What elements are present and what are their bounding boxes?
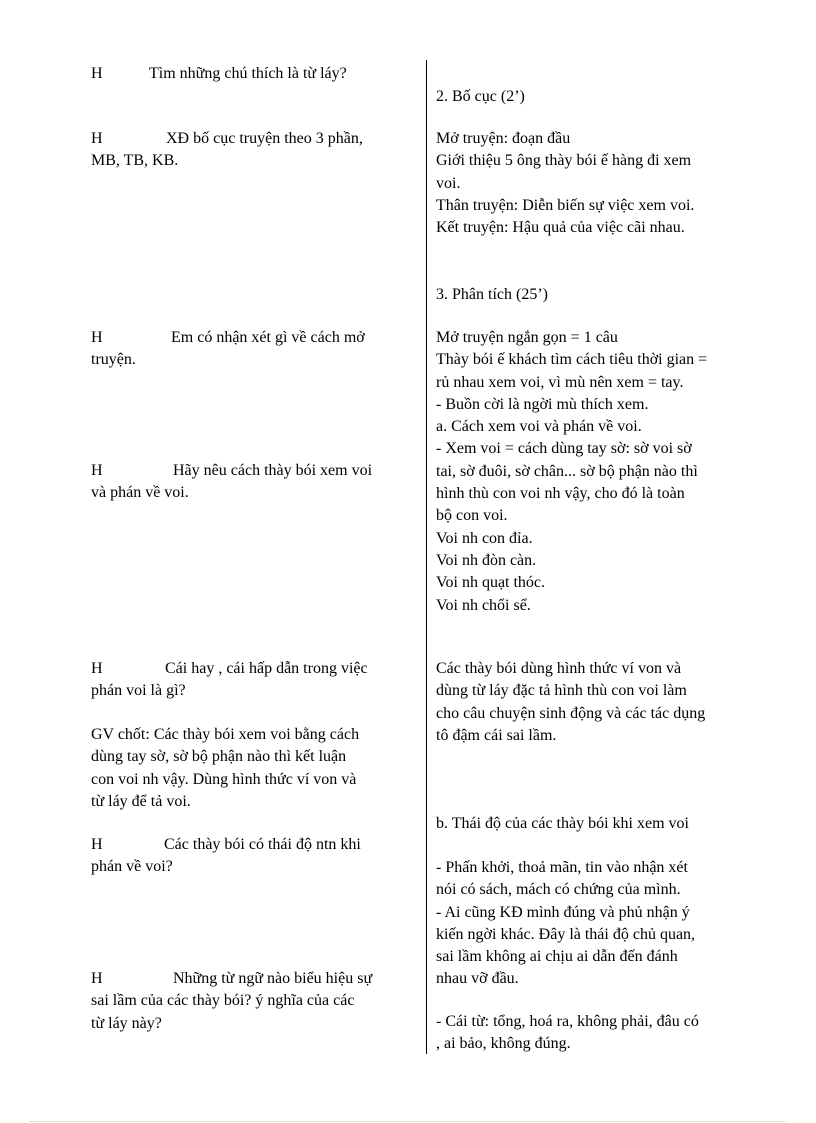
answer-line: rủ nhau xem voi, vì mù nên xem = tay. xyxy=(436,373,684,391)
question-text: XĐ bố cục truyện theo 3 phần, xyxy=(166,130,363,147)
answer-line: bộ con voi. xyxy=(436,507,508,525)
answer-line: Voi nh quạt thóc. xyxy=(436,574,546,592)
answer-line: Thân truyện: Diễn biến sự việc xem voi. xyxy=(436,196,695,214)
question-marker: H xyxy=(91,660,103,677)
answer-line: voi. xyxy=(436,174,461,192)
question-first-line xyxy=(91,834,419,856)
answer-line: nhau vỡ đầu. xyxy=(436,970,519,988)
answer-line: , ai bảo, không đúng. xyxy=(436,1035,571,1053)
answer-line: Thày bói ế khách tìm cách tiêu thời gian = xyxy=(436,351,708,369)
answer-line: Voi nh đòn càn. xyxy=(436,551,537,569)
answer-vivon xyxy=(436,658,762,747)
question-q4 xyxy=(91,460,419,505)
question-text: Em có nhận xét gì về cách mở xyxy=(171,329,365,346)
question-marker: H xyxy=(91,836,103,853)
question-text-line: truyện. xyxy=(91,351,136,369)
question-text-line: từ láy này? xyxy=(91,1014,162,1032)
question-first-line xyxy=(91,658,419,680)
answer-line: nói có sách, mách có chứng của mình. xyxy=(436,881,681,899)
question-text: Tìm những chú thích là từ láy? xyxy=(149,65,347,82)
answer-line: - Phấn khởi, thoả mãn, tin vào nhận xét xyxy=(436,859,688,876)
question-text-line: và phán về voi. xyxy=(91,484,189,502)
question-marker: H xyxy=(91,329,103,346)
answer-line: - Ai cũng KĐ mình đúng và phủ nhận ý xyxy=(436,903,690,921)
answer-line: Voi nh chổi sể. xyxy=(436,596,531,614)
answer-line: - Buồn cời là ngời mù thích xem. xyxy=(436,395,649,413)
answer-thaido xyxy=(436,857,762,991)
answer-line: dùng từ láy đặc tả hình thù con voi làm xyxy=(436,682,687,700)
answer-line: tai, sờ đuôi, sờ chân... sờ bộ phận nào thì xyxy=(436,462,698,480)
question-q3 xyxy=(91,327,419,372)
answer-line: tô đậm cái sai lầm. xyxy=(436,726,557,744)
question-first-line xyxy=(91,63,419,85)
question-text-line: phán về voi? xyxy=(91,858,173,876)
question-text: Những từ ngữ nào biểu hiệu sự xyxy=(173,970,373,987)
answer-line: b. Thái độ của các thày bói khi xem voi xyxy=(436,815,689,832)
answer-caitu xyxy=(436,1011,762,1056)
question-text-line: từ láy để tả voi. xyxy=(91,792,191,810)
answer-line: Voi nh con đỉa. xyxy=(436,529,533,547)
answer-motruyen xyxy=(436,327,762,617)
answer-bocuc xyxy=(436,128,762,239)
answer-phantich-title xyxy=(436,284,762,306)
question-text-line: phán voi là gì? xyxy=(91,682,186,700)
answer-line: Mở truyện ngắn gọn = 1 câu xyxy=(436,329,618,346)
answer-line: hình thù con voi nh vậy, cho đó là toàn xyxy=(436,485,685,503)
answer-line: - Cái từ: tổng, hoá ra, không phải, đâu có xyxy=(436,1013,699,1030)
question-q7 xyxy=(91,968,419,1035)
answer-thaido-title xyxy=(436,813,762,835)
answer-bocuc-title xyxy=(436,86,762,108)
column-divider xyxy=(426,60,427,1054)
question-q2 xyxy=(91,128,419,173)
answer-line: kiến ngời khác. Đây là thái độ chủ quan, xyxy=(436,925,696,943)
answer-line: cho câu chuyện sinh động và các tác dụng xyxy=(436,704,706,722)
answer-line: sai lầm không ai chịu ai dẫn đến đánh xyxy=(436,948,678,966)
question-q6 xyxy=(91,834,419,879)
question-text: Hãy nêu cách thày bói xem voi xyxy=(173,462,373,479)
question-marker: H xyxy=(91,462,103,479)
answer-line: Kết truyện: Hậu quả của việc cãi nhau. xyxy=(436,219,685,237)
answer-line: Mở truyện: đoạn đầu xyxy=(436,130,571,147)
answer-line: Các thày bói dùng hình thức ví von và xyxy=(436,660,682,677)
question-marker: H xyxy=(91,970,103,987)
answer-line: 3. Phân tích (25’) xyxy=(436,286,548,303)
question-text: GV chốt: Các thày bói xem voi bằng cách xyxy=(91,726,360,743)
question-first-line xyxy=(91,968,419,990)
answer-line: Giới thiệu 5 ông thày bói ế hàng đi xem xyxy=(436,152,692,170)
teacher-summary xyxy=(91,724,419,813)
question-q1 xyxy=(91,63,419,85)
answer-line: 2. Bố cục (2’) xyxy=(436,88,525,105)
question-text-line: MB, TB, KB. xyxy=(91,152,179,170)
page-bottom-rule xyxy=(30,1121,786,1122)
question-first-line xyxy=(91,724,419,746)
question-first-line xyxy=(91,327,419,349)
question-q5 xyxy=(91,658,419,703)
answer-line: - Xem voi = cách dùng tay sờ: sờ voi sờ xyxy=(436,440,692,458)
question-text-line: sai lầm của các thày bói? ý nghĩa của các xyxy=(91,992,355,1010)
question-text: Cái hay , cái hấp dẫn trong việc xyxy=(165,660,368,677)
question-text: Các thày bói có thái độ ntn khi xyxy=(164,836,361,853)
question-first-line xyxy=(91,460,419,482)
question-marker: H xyxy=(91,130,103,147)
question-text-line: dùng tay sờ, sờ bộ phận nào thì kết luận xyxy=(91,748,347,766)
question-marker: H xyxy=(91,65,103,82)
question-first-line xyxy=(91,128,419,150)
question-text-line: con voi nh vậy. Dùng hình thức ví von và xyxy=(91,770,357,788)
answer-line: a. Cách xem voi và phán về voi. xyxy=(436,418,642,436)
